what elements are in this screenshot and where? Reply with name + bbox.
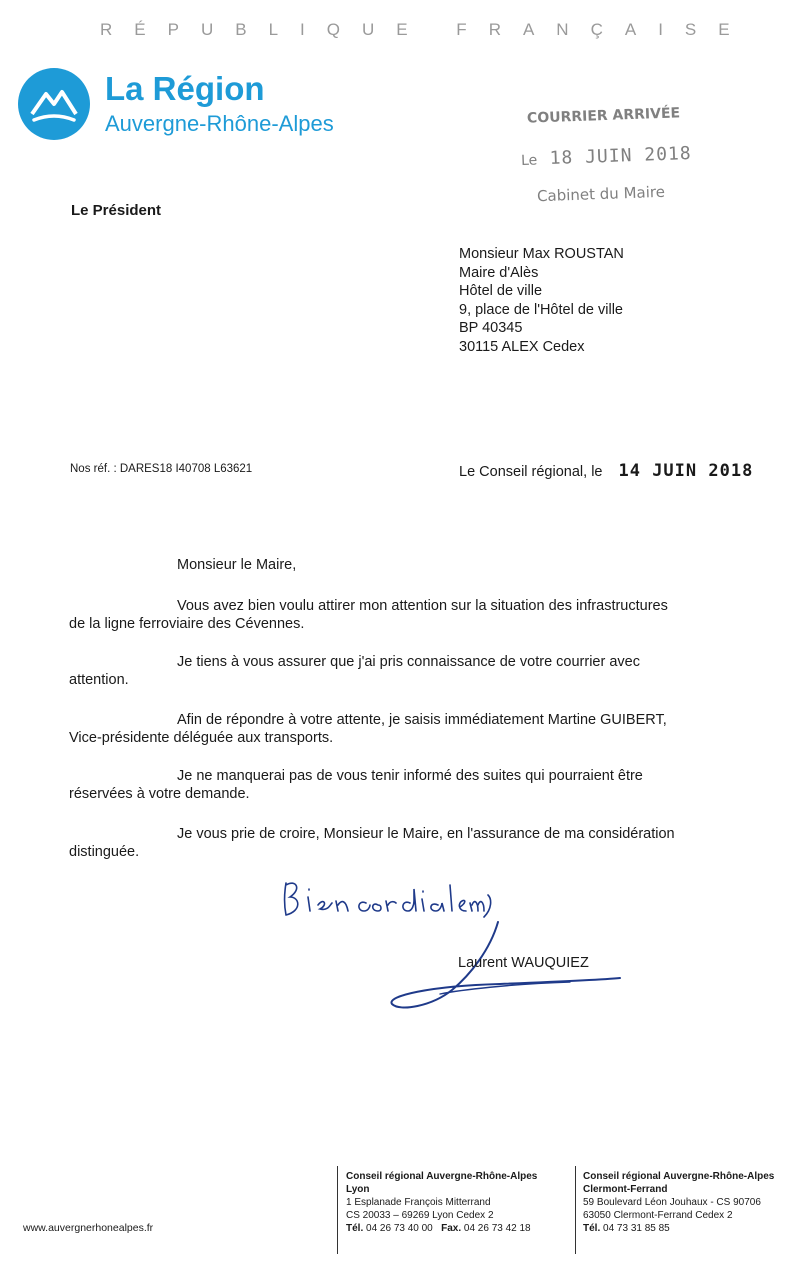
tel-value: 04 73 31 85 85 — [603, 1223, 670, 1234]
footer-address: 1 Esplanade François Mitterrand — [346, 1197, 491, 1208]
tel-label: Tél. — [583, 1223, 601, 1234]
paragraph-line: Je tiens à vous assurer que j'ai pris connaissance de votre courrier avec — [177, 654, 640, 670]
footer-city: Clermont-Ferrand — [583, 1184, 668, 1195]
footer-phone — [346, 1222, 537, 1235]
paragraph-line: Vous avez bien voulu attirer mon attention sur la situation des infrastructures — [177, 598, 668, 614]
dateline-label: Le Conseil régional, le — [459, 464, 603, 480]
signer-name: Laurent WAUQUIEZ — [458, 955, 589, 971]
footer-divider — [575, 1166, 576, 1254]
footer-lyon — [346, 1170, 537, 1235]
address-line: Hôtel de ville — [459, 283, 543, 299]
handwritten-note — [278, 875, 498, 925]
republique-francaise-header: RÉPUBLIQUE FRANÇAISE — [100, 20, 752, 39]
address-line: Maire d'Alès — [459, 264, 539, 281]
footer-city: Lyon — [346, 1184, 370, 1195]
paragraph-line: Afin de répondre à votre attente, je saisis immédiatement Martine GUIBERT, — [177, 712, 667, 728]
paragraph-line: Je vous prie de croire, Monsieur le Maire, en l'assurance de ma considération — [177, 826, 675, 842]
fax-value: 04 26 73 42 18 — [463, 1223, 531, 1234]
footer-divider — [337, 1166, 338, 1254]
paragraph-line: distinguée. — [69, 844, 140, 860]
footer-title: Conseil régional Auvergne-Rhône-Alpes — [583, 1171, 775, 1182]
stamp-cabinet: Cabinet du Maire — [536, 182, 666, 206]
footer-phone — [583, 1222, 774, 1235]
stamp-date-value: 18 JUIN 2018 — [549, 143, 692, 169]
paragraph — [69, 597, 760, 633]
paragraph-line: de la ligne ferroviaire des Cévennes. — [69, 616, 305, 632]
paragraph-line: Je ne manquerai pas de vous tenir informé des suites qui pourraient être — [177, 768, 643, 784]
website-link[interactable]: www.auvergnerhonealpes.fr — [23, 1222, 154, 1234]
reference: Nos réf. : DARES18 I40708 L63621 — [70, 463, 253, 475]
fax-label: Fax. — [441, 1223, 462, 1234]
paragraph — [69, 767, 760, 803]
tel-value: 04 26 73 40 00 — [366, 1223, 433, 1234]
footer-clermont — [583, 1170, 774, 1235]
address-line: 9, place de l'Hôtel de ville — [459, 301, 623, 318]
paragraph-line: attention. — [69, 672, 129, 688]
footer-address: 59 Boulevard Léon Jouhaux - CS 90706 — [583, 1197, 761, 1208]
footer-address: 63050 Clermont-Ferrand Cedex 2 — [583, 1210, 733, 1221]
paragraph — [69, 653, 760, 689]
stamp-date — [521, 143, 692, 170]
region-logo-icon — [18, 68, 90, 140]
paragraph-line: Vice-présidente déléguée aux transports. — [69, 730, 334, 746]
stamp-courrier-arrivee: COURRIER ARRIVÉE — [526, 105, 681, 127]
recipient-address — [459, 245, 624, 356]
address-line: BP 40345 — [459, 320, 523, 336]
dateline — [459, 461, 753, 481]
stamp-le: Le — [520, 152, 538, 169]
footer-address: CS 20033 – 69269 Lyon Cedex 2 — [346, 1210, 494, 1221]
tel-label: Tél. — [346, 1223, 364, 1234]
logo-subtitle: Auvergne-Rhône-Alpes — [105, 111, 334, 136]
paragraph — [69, 711, 760, 747]
address-line: 30115 ALEX Cedex — [459, 338, 585, 355]
salutation: Monsieur le Maire, — [177, 557, 297, 573]
dateline-date: 14 JUIN 2018 — [618, 461, 754, 481]
address-line: Monsieur Max ROUSTAN — [459, 246, 624, 262]
paragraph — [69, 825, 760, 861]
sender-title: Le Président — [71, 202, 162, 219]
paragraph-line: réservées à votre demande. — [69, 786, 250, 802]
logo-title: La Région — [105, 70, 265, 107]
footer-title: Conseil régional Auvergne-Rhône-Alpes — [346, 1171, 538, 1182]
